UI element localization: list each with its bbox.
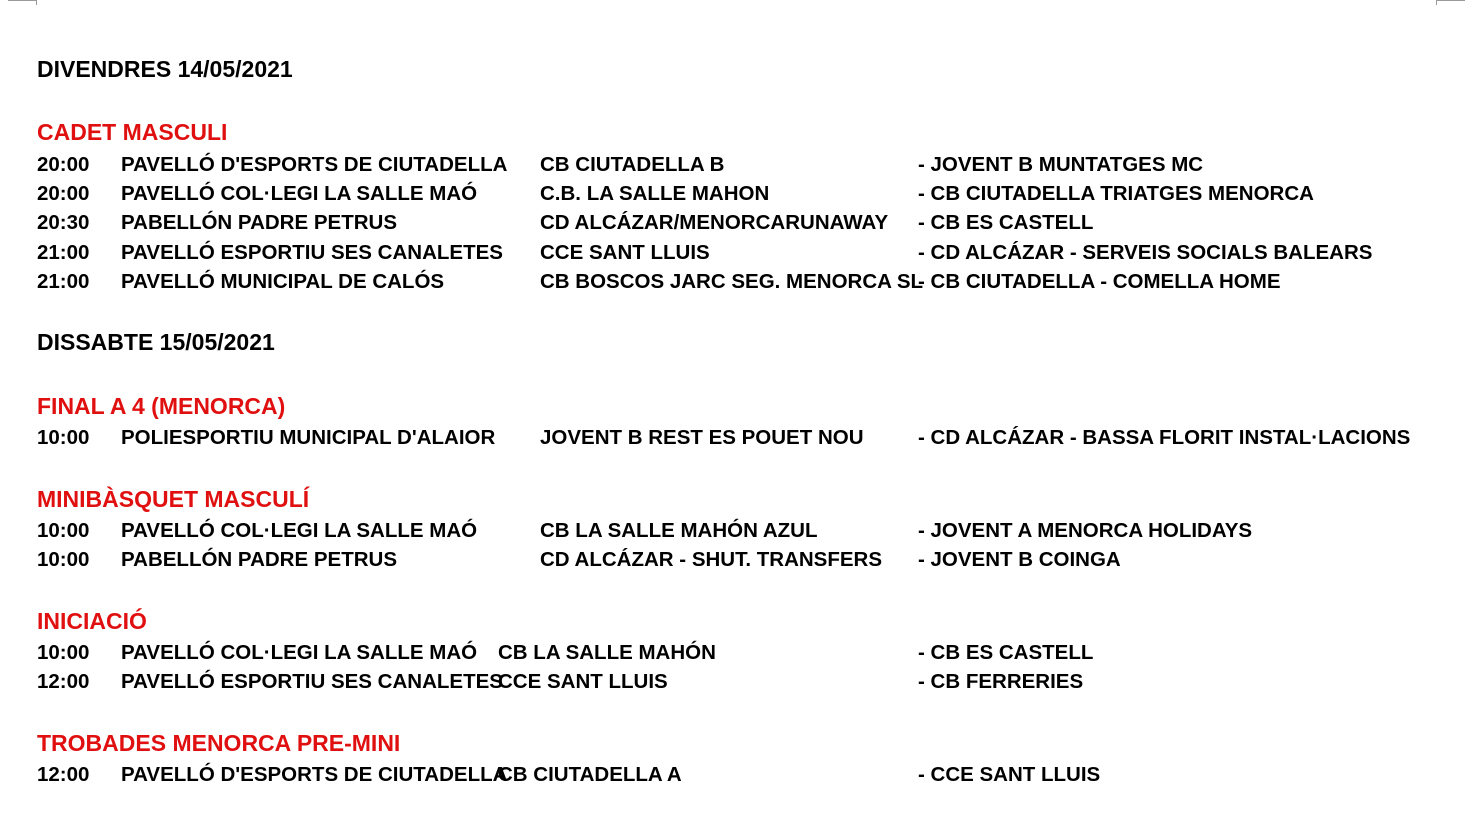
match-row — [0, 760, 1473, 789]
match-home-team: CCE SANT LLUIS — [498, 670, 668, 693]
category-heading: CADET MASCULI — [37, 119, 228, 145]
day-heading: DISSABTE 15/05/2021 — [37, 329, 275, 355]
match-venue: PABELLÓN PADRE PETRUS — [121, 211, 398, 234]
match-venue: PAVELLÓ COL·LEGI LA SALLE MAÓ — [121, 182, 478, 205]
match-home-team: CB CIUTADELLA B — [540, 153, 725, 176]
match-row — [0, 208, 1473, 237]
match-row — [0, 267, 1473, 296]
match-time: 20:30 — [37, 211, 90, 234]
match-away-team: - JOVENT A MENORCA HOLIDAYS — [918, 519, 1253, 542]
match-time: 10:00 — [37, 641, 90, 664]
match-away-team: - CB FERRERIES — [918, 670, 1084, 693]
match-row — [0, 667, 1473, 696]
match-away-team: - CD ALCÁZAR - BASSA FLORIT INSTAL·LACIONS — [918, 426, 1411, 449]
match-away-team: - CB ES CASTELL — [918, 641, 1094, 664]
match-venue: PAVELLÓ COL·LEGI LA SALLE MAÓ — [121, 641, 478, 664]
match-time: 10:00 — [37, 548, 90, 571]
match-row — [0, 516, 1473, 545]
match-home-team: CB CIUTADELLA A — [498, 763, 682, 786]
match-home-team: C.B. LA SALLE MAHON — [540, 182, 770, 205]
match-time: 10:00 — [37, 519, 90, 542]
match-row — [0, 150, 1473, 179]
category-heading: FINAL A 4 (MENORCA) — [37, 393, 286, 419]
day-heading: DIVENDRES 14/05/2021 — [37, 56, 293, 82]
match-away-team: - CB CIUTADELLA TRIATGES MENORCA — [918, 182, 1314, 205]
match-row — [0, 179, 1473, 208]
match-time: 10:00 — [37, 426, 90, 449]
match-venue: PAVELLÓ ESPORTIU SES CANALETES — [121, 241, 503, 264]
page-corner-mark-right — [1436, 0, 1465, 5]
match-home-team: CB LA SALLE MAHÓN — [498, 641, 716, 664]
category-heading: MINIBÀSQUET MASCULÍ — [37, 486, 310, 512]
match-home-team: CB LA SALLE MAHÓN AZUL — [540, 519, 818, 542]
match-row — [0, 638, 1473, 667]
match-time: 20:00 — [37, 153, 90, 176]
match-away-team: - JOVENT B COINGA — [918, 548, 1121, 571]
match-home-team: CB BOSCOS JARC SEG. MENORCA SL — [540, 270, 924, 293]
match-venue: PAVELLÓ ESPORTIU SES CANALETES — [121, 670, 503, 693]
match-time: 21:00 — [37, 241, 90, 264]
match-venue: PAVELLÓ D'ESPORTS DE CIUTADELLA — [121, 763, 508, 786]
match-home-team: CCE SANT LLUIS — [540, 241, 710, 264]
match-home-team: CD ALCÁZAR/MENORCARUNAWAY — [540, 211, 889, 234]
match-home-team: JOVENT B REST ES POUET NOU — [540, 426, 864, 449]
match-time: 21:00 — [37, 270, 90, 293]
match-venue: PABELLÓN PADRE PETRUS — [121, 548, 398, 571]
match-row — [0, 545, 1473, 574]
category-heading: INICIACIÓ — [37, 608, 147, 634]
match-away-team: - JOVENT B MUNTATGES MC — [918, 153, 1204, 176]
match-row — [0, 238, 1473, 267]
match-venue: POLIESPORTIU MUNICIPAL D'ALAIOR — [121, 426, 496, 449]
match-venue: PAVELLÓ COL·LEGI LA SALLE MAÓ — [121, 519, 478, 542]
match-time: 12:00 — [37, 763, 90, 786]
match-home-team: CD ALCÁZAR - SHUT. TRANSFERS — [540, 548, 883, 571]
match-time: 20:00 — [37, 182, 90, 205]
category-heading: TROBADES MENORCA PRE-MINI — [37, 730, 401, 756]
page-corner-mark-left — [8, 0, 37, 5]
match-time: 12:00 — [37, 670, 90, 693]
match-venue: PAVELLÓ MUNICIPAL DE CALÓS — [121, 270, 445, 293]
match-row — [0, 423, 1473, 452]
match-away-team: - CCE SANT LLUIS — [918, 763, 1101, 786]
match-away-team: - CD ALCÁZAR - SERVEIS SOCIALS BALEARS — [918, 241, 1373, 264]
match-venue: PAVELLÓ D'ESPORTS DE CIUTADELLA — [121, 153, 508, 176]
match-away-team: - CB CIUTADELLA - COMELLA HOME — [918, 270, 1281, 293]
match-away-team: - CB ES CASTELL — [918, 211, 1094, 234]
